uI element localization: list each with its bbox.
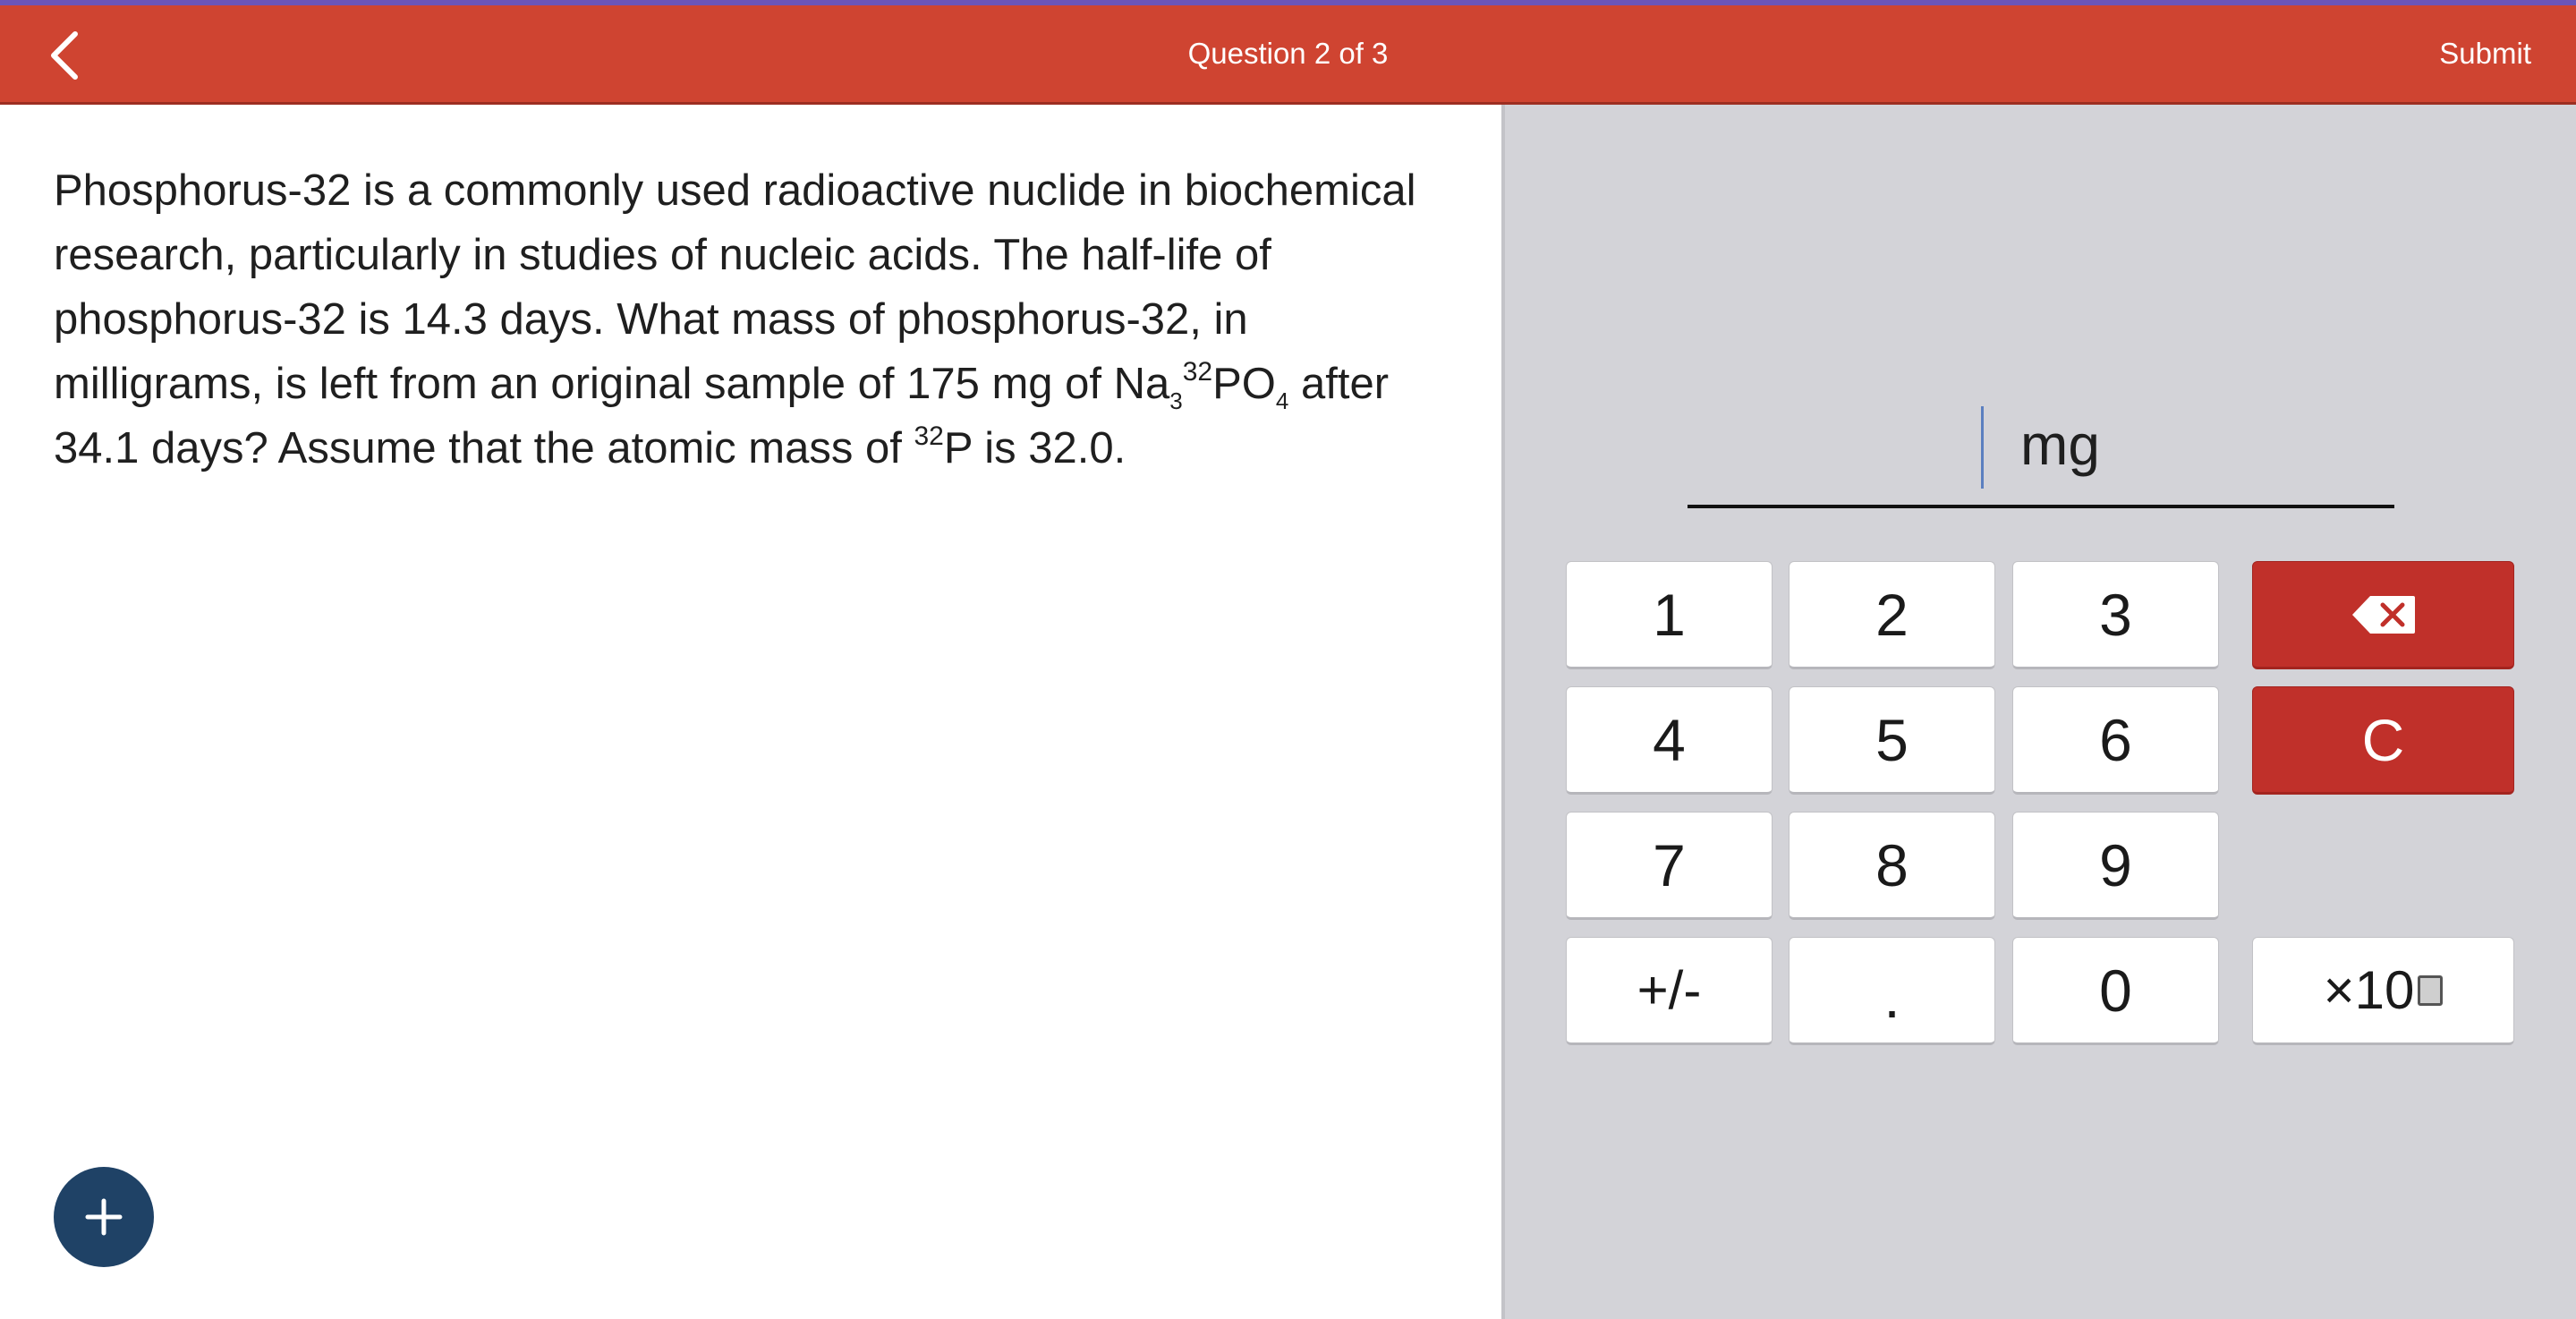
key-6[interactable]: 6 (2012, 686, 2219, 795)
unit-label: mg (2020, 413, 2100, 477)
key-0[interactable]: 0 (2012, 937, 2219, 1045)
question-text: Phosphorus-32 is a commonly used radioactive nuclide in biochemical research, particularly in studies of nucleic acids. The half-life of phosphorus-32 is 14.3 days. What mass of phosphorus-32, in milligrams, is left from an original sample of 175 mg of $Na_3^{32}PO_4$ after 34.1 days? Assume that the atomic mass of $^{32}$P is 32.0. (54, 166, 1416, 472)
question-pane (0, 105, 1501, 1319)
key-8[interactable]: 8 (1789, 812, 1995, 920)
answer-input[interactable] (1688, 394, 2394, 508)
key-9[interactable]: 9 (2012, 812, 2219, 920)
header-bar (0, 5, 2576, 105)
sign-toggle-button[interactable]: +/- (1566, 937, 1773, 1045)
key-3[interactable]: 3 (2012, 561, 2219, 669)
submit-button[interactable]: Submit (2439, 37, 2531, 70)
back-button[interactable] (36, 23, 100, 88)
decimal-point-button[interactable]: . (1789, 937, 1995, 1045)
key-2[interactable]: 2 (1789, 561, 1995, 669)
backspace-button[interactable] (2252, 561, 2514, 669)
key-7[interactable]: 7 (1566, 812, 1773, 920)
key-5[interactable]: 5 (1789, 686, 1995, 795)
exponent-box (2418, 975, 2443, 1006)
times-ten-exponent-button[interactable] (2252, 937, 2514, 1045)
key-1[interactable]: 1 (1566, 561, 1773, 669)
add-button[interactable] (54, 1167, 154, 1267)
clear-button[interactable]: C (2252, 686, 2514, 795)
backspace-icon (2351, 594, 2417, 635)
plus-icon (81, 1194, 127, 1240)
chevron-left-icon (36, 23, 100, 88)
text-cursor (1981, 406, 1984, 489)
key-4[interactable]: 4 (1566, 686, 1773, 795)
page-title: Question 2 of 3 (1187, 37, 1389, 70)
times-ten-label: ×10 (2323, 960, 2415, 1020)
